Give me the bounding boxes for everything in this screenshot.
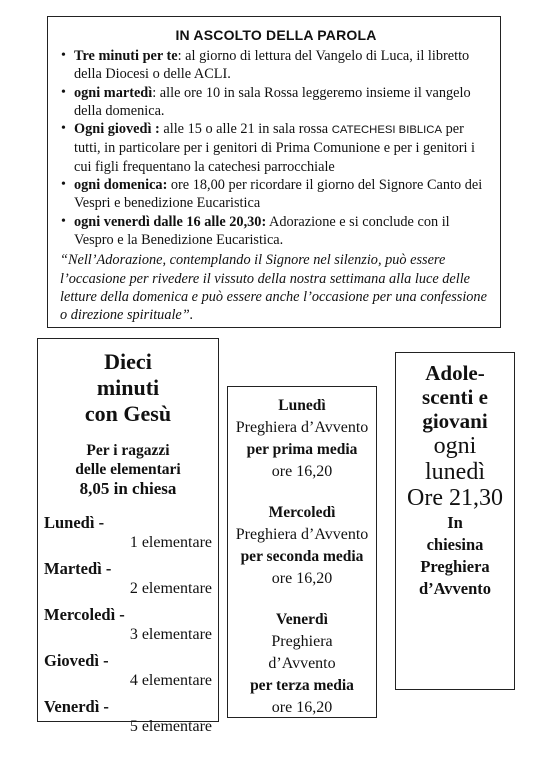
days-list bbox=[42, 513, 214, 737]
prayer-group: Venerdì Preghiera d’Avvento per terza media ore 16,20 bbox=[250, 611, 354, 716]
prayer-group: Mercoledì Preghiera d’Avvento per seconda media ore 16,20 bbox=[235, 504, 369, 587]
adoration-quote: “Nell’Adorazione, contemplando il Signore nel silenzio, può essere l’occasione per rivedere il vissuto della nostra settimana alla luce delle letture della domenica e può essere anche l’occasione per una confessione o direzione spirituale”. bbox=[60, 252, 487, 324]
list-item: • ogni domenica: ore 18,00 per ricordare il giorno del Signore Canto dei Vespri e benedizione Eucaristica bbox=[60, 176, 492, 213]
day-class: 2 elementare bbox=[129, 580, 212, 597]
day-name: Martedì - bbox=[44, 559, 112, 578]
day-name: Giovedì - bbox=[44, 651, 109, 670]
listening-word-box bbox=[47, 16, 501, 328]
schedule-list bbox=[60, 47, 492, 249]
day-class: 5 elementare bbox=[129, 718, 212, 735]
list-item: • ogni venerdì dalle 16 alle 20,30: Adorazione e si conclude con il Vespro e la Benedizione Eucaristica. bbox=[60, 213, 492, 250]
day-name: Mercoledì - bbox=[44, 605, 125, 624]
day-name: Venerdì - bbox=[44, 697, 109, 716]
ten-minutes-box bbox=[37, 338, 219, 735]
box-subtitle: Per i ragazzi delle elementari 8,05 in chiesa bbox=[75, 442, 181, 498]
day-class: 4 elementare bbox=[129, 672, 212, 689]
list-item: • ogni martedì: alle ore 10 in sala Rossa leggeremo insieme il vangelo della domenica. bbox=[60, 84, 492, 121]
list-item: • Ogni giovedì : alle 15 o alle 21 in sala rossa CATECHESI BIBLICA per tutti, in particolare per i genitori di Prima Comunione e per i genitori i cui figli frequentano la catechesi parrocchiale bbox=[60, 120, 492, 176]
box-heading: IN ASCOLTO DELLA PAROLA bbox=[175, 27, 377, 43]
prayer-group: Lunedì Preghiera d’Avvento per prima media ore 16,20 bbox=[235, 397, 369, 480]
box-title: Dieci minuti con Gesù bbox=[84, 349, 172, 426]
day-class: 1 elementare bbox=[129, 534, 212, 551]
advent-prayer-box bbox=[227, 386, 377, 718]
list-item: • Tre minuti per te: al giorno di lettura del Vangelo di Luca, il libretto della Diocesi o delle ACLI. bbox=[60, 47, 492, 84]
youth-box: Adole- scenti e giovani ogni lunedì Ore 21,30 In chiesina Preghiera d’Avvento bbox=[395, 352, 515, 690]
day-class: 3 elementare bbox=[129, 626, 212, 643]
day-name: Lunedì - bbox=[44, 513, 105, 532]
